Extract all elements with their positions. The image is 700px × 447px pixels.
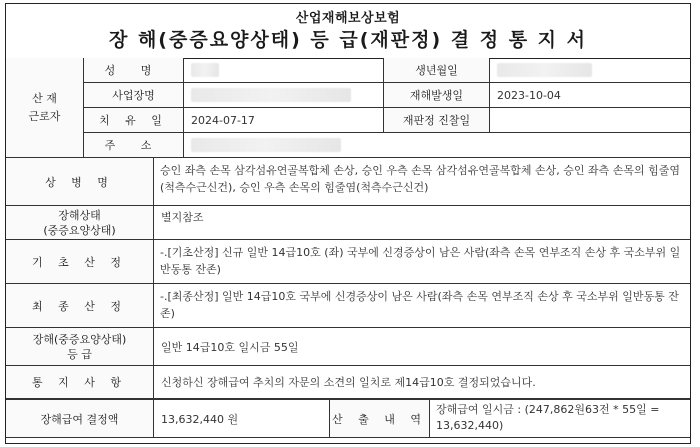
workplace-value bbox=[184, 83, 384, 108]
document-header bbox=[6, 4, 690, 59]
amount-value: 13,632,440 원 bbox=[154, 400, 330, 438]
final-judgment-text: -.[최종산정] 일반 14급10호 국부에 신경증상이 남은 사람(좌측 손목 연부조직 손상 후 국소부위 일반동통 잔존) bbox=[154, 284, 690, 328]
name-value bbox=[184, 58, 384, 83]
redacted-name bbox=[191, 63, 219, 77]
redacted-birth bbox=[497, 63, 592, 77]
cure-date-value: 2024-07-17 bbox=[184, 108, 384, 133]
org-name: 산업재해보상보험 bbox=[295, 11, 401, 26]
accident-date-value: 2023-10-04 bbox=[490, 83, 690, 108]
disability-state-value: 별지참조 bbox=[154, 206, 690, 240]
birth-label: 생년월일 bbox=[384, 58, 490, 83]
birth-value bbox=[490, 58, 690, 83]
document-title: 장 해(중증요양상태) 등 급(재판정) 결 정 통 지 서 bbox=[108, 29, 588, 51]
address-value bbox=[184, 133, 690, 158]
address-label: 주 소 bbox=[84, 133, 184, 158]
accident-date-label: 재해발생일 bbox=[384, 83, 490, 108]
amount-label: 장해급여 결정액 bbox=[6, 400, 154, 438]
disability-state-label: 장해상태 (중증요양상태) bbox=[6, 206, 154, 240]
redacted-workplace bbox=[191, 88, 351, 102]
base-judgment-text: -.[기초산정] 신규 일반 14급10호 (좌) 국부에 신경증상이 남은 사람(좌측 손목 연부조직 손상 후 국소부위 일반동통 잔존) bbox=[154, 240, 690, 284]
rejudge-value bbox=[490, 108, 690, 133]
injury-text: 승인 좌측 손목 삼각섬유연골복합체 손상, 승인 우측 손목 삼각섬유연골복합체 손상, 승인 좌측 손목의 힘줄염(척측수근신건), 승인 우측 손목의 힘줄염(척측수근신건) bbox=[154, 158, 690, 206]
notice-text: 신청하신 장해급여 추치의 자문의 소견의 일치로 제14급10호 결정되었습니다. bbox=[154, 366, 690, 400]
base-judgment-label: 기 초 산 정 bbox=[6, 240, 154, 284]
cure-date-label: 치 유 일 bbox=[84, 108, 184, 133]
calc-text: 장해급여 일시금 : (247,862원63전 * 55일 = 13,632,440) bbox=[430, 400, 690, 438]
name-label: 성 명 bbox=[84, 58, 184, 83]
grade-label: 장해(중증요양상태) 등 급 bbox=[6, 328, 154, 366]
worker-group-label: 산 재 근로자 bbox=[6, 58, 84, 158]
final-judgment-label: 최 종 산 정 bbox=[6, 284, 154, 328]
grade-value: 일반 14급10호 일시금 55일 bbox=[154, 328, 690, 366]
redacted-address bbox=[191, 138, 341, 152]
workplace-label: 사업장명 bbox=[84, 83, 184, 108]
injury-label: 상 병 명 bbox=[6, 158, 154, 206]
rejudge-label: 재판정 진찰일 bbox=[384, 108, 490, 133]
notice-document bbox=[5, 3, 691, 444]
calc-label: 산 출 내 역 bbox=[330, 400, 430, 438]
notice-label: 통 지 사 항 bbox=[6, 366, 154, 400]
